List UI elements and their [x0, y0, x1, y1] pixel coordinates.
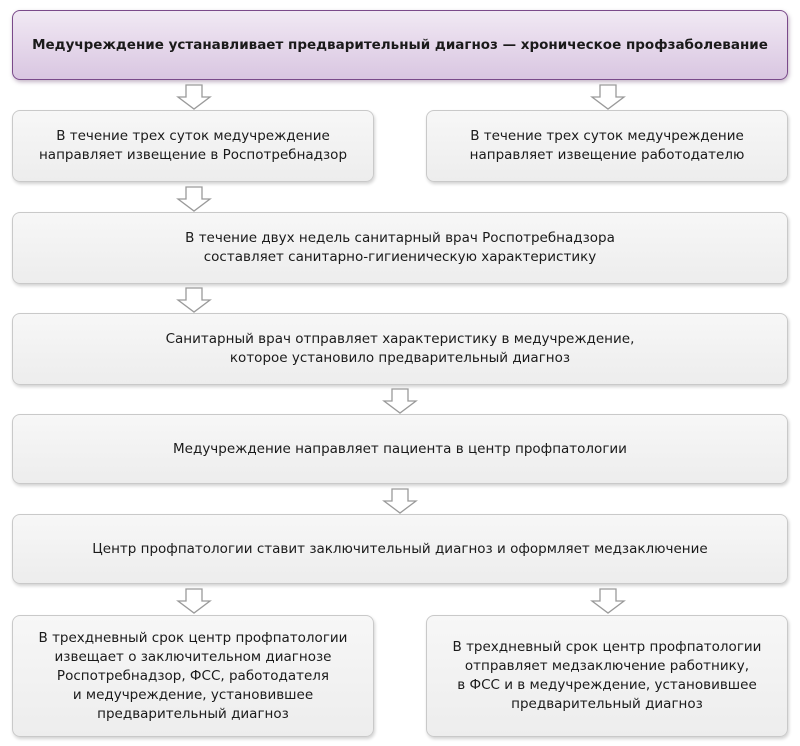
step-send-conclusion [426, 615, 788, 737]
down-arrow-icon [176, 186, 212, 212]
step-final-diagnosis [12, 514, 788, 584]
down-arrow-icon [590, 588, 626, 614]
step-text: В течение трех суток медучреждение направляет извещение в Роспотребнадзор [38, 128, 348, 163]
down-arrow-icon [176, 588, 212, 614]
down-arrow-icon [590, 84, 626, 110]
step-text: Медучреждение направляет пациента в центр профпатологии [173, 440, 627, 457]
step-notify-final-diagnosis [12, 615, 374, 737]
step-text: В течение двух недель санитарный врач Роспотребнадзора составляет санитарно-гигиеническую характеристику [185, 230, 615, 265]
down-arrow-icon [176, 287, 212, 313]
step-sanitary-characteristic [12, 212, 788, 284]
step-text: Центр профпатологии ставит заключительный диагноз и оформляет медзаключение [92, 540, 708, 557]
step-send-characteristic [12, 313, 788, 385]
down-arrow-icon [382, 388, 418, 414]
step-text: В трехдневный срок центр профпатологии отправляет медзаключение работнику, в ФСС и в медучреждение, установившее предварительный диагноз [452, 639, 762, 712]
step-text: В трехдневный срок центр профпатологии извещает о заключительном диагнозе Роспотребнадзор, ФСС, работодателя и медучреждение, установившее предварительный диагноз [38, 629, 348, 722]
down-arrow-icon [382, 488, 418, 514]
down-arrow-icon [176, 84, 212, 110]
step-text: В течение трех суток медучреждение направляет извещение работодателю [469, 128, 745, 163]
header-box [12, 10, 788, 80]
step-notify-employer [426, 110, 788, 182]
step-notify-rospotrebnadzor [12, 110, 374, 182]
step-text: Санитарный врач отправляет характеристику в медучреждение, которое установило предварительный диагноз [165, 331, 635, 366]
header-text: Медучреждение устанавливает предварительный диагноз — хроническое профзаболевание [32, 36, 768, 53]
step-refer-patient [12, 414, 788, 484]
